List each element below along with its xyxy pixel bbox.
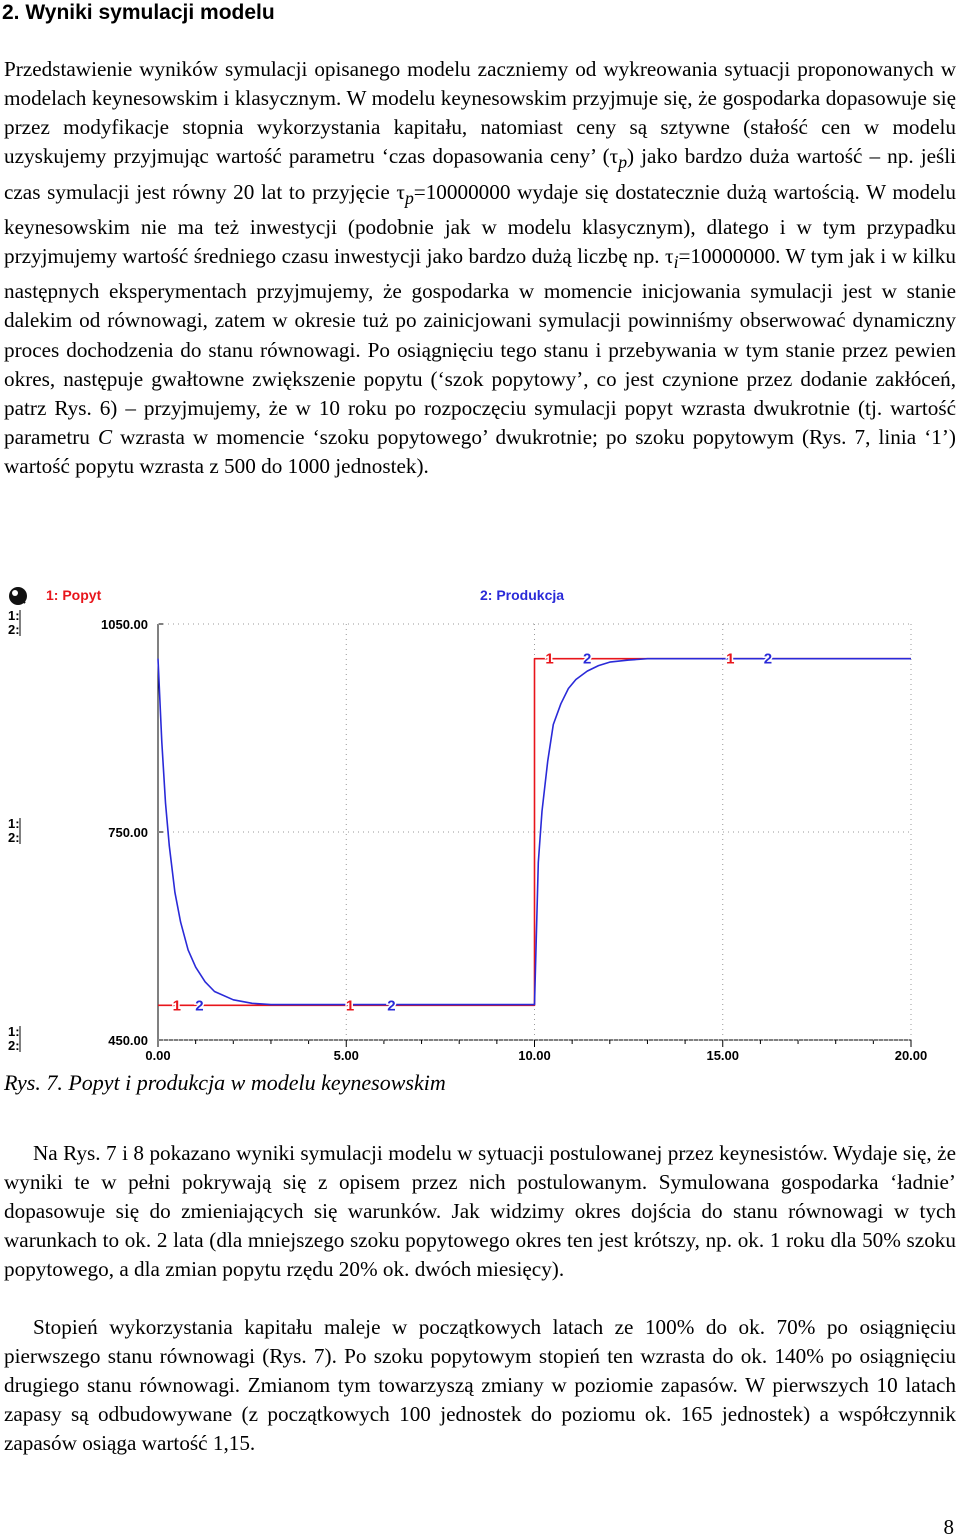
y-tick-label: 450.00 bbox=[108, 1033, 148, 1048]
scale-marker-2: 2: bbox=[8, 830, 20, 845]
series-marker-2: 2 bbox=[763, 650, 773, 668]
x-tick-label: 15.00 bbox=[706, 1048, 740, 1063]
series-marker-2: 2 bbox=[583, 650, 592, 668]
series-marker-2: 2 bbox=[195, 997, 204, 1015]
series-marker-1: 1 bbox=[172, 997, 181, 1015]
p1-text-3: =10000000 wydaje się dostatecznie dużą wartością. W modelu keynesowskim nie ma też inwestycji (podobnie jak w modelu klasycznym), dlatego i w tym przypadku przyjmujemy wartość średniego czasu inwestycji jako bardzo dużą liczbę np. bbox=[4, 179, 956, 269]
x-tick-label: 10.00 bbox=[518, 1048, 551, 1063]
paragraph-capital: Stopień wykorzystania kapitału maleje w początkowych latach ze 100% do ok. 70% po osiągnięciu pierwszego stanu równowagi (Rys. 7). Po szoku popytowym stopień ten wzrasta do ok. 140% po osiągnięciu drugiego stanu równowagi. Zmianom tym towarzyszą zmiany w poziomie zapasów. W pierwszych 10 latach zapasy są odbudowywane (z początkowych 100 jednostek do poziomu ok. 165 jednostek) a współczynnik zapasów osiąga wartość 1,15. bbox=[4, 1315, 956, 1456]
y-tick-label: 750.00 bbox=[108, 825, 148, 840]
y-scale-marker bbox=[8, 1024, 20, 1053]
legend-produkcja: 2: Produkcja bbox=[480, 587, 565, 603]
scale-marker-1: 1: bbox=[8, 816, 20, 831]
scale-marker-1: 1: bbox=[8, 608, 20, 623]
scale-marker-1: 1: bbox=[8, 1024, 20, 1039]
paragraph-results: Na Rys. 7 i 8 pokazano wyniki symulacji modelu w sytuacji postulowanej przez keynesistów. Wydaje się, że wyniki te w pełni pokrywają się z opisem przez nich postulowanym. Symulowana gospodarka ‘ładnie’ dopasowuje się do zmieniających się warunków. Jak widzimy okres dojścia do stanu równowagi w tych warunkach to ok. 2 lata (dla mniejszego szoku popytowego okres ten jest krótszy, np. ok. 1 roku dla 50% szoku popytowego, a dla zmian popytu rzędu 20% ok. dwóch miesięcy). bbox=[4, 1141, 956, 1282]
marker-group bbox=[173, 651, 772, 1015]
legend-popyt: 1: Popyt bbox=[46, 587, 102, 603]
parameter-c: C bbox=[97, 424, 113, 449]
subscript-i: i bbox=[673, 252, 679, 273]
paragraph-intro bbox=[4, 55, 956, 481]
p1-text-5: wzrasta w momencie ‘szoku popytowego’ dwukrotnie; po szoku popytowym (Rys. 7, linia ‘1’) wartość popytu wzrasta z 500 do 1000 jednostek). bbox=[4, 424, 956, 478]
scale-marker-2: 2: bbox=[8, 1038, 20, 1053]
subscript-p: p bbox=[618, 152, 628, 173]
y-scale-marker bbox=[8, 608, 20, 637]
tau-symbol: τ bbox=[609, 144, 619, 169]
tau-symbol: τ bbox=[396, 179, 405, 204]
tau-symbol: τ bbox=[665, 244, 674, 269]
figure-caption: Rys. 7. Popyt i produkcja w modelu keynesowskim bbox=[4, 1070, 446, 1095]
page-number: 8 bbox=[943, 1515, 954, 1539]
series-marker-2: 2 bbox=[387, 997, 396, 1015]
p1-text-1: Przedstawienie wyników symulacji opisanego modelu zaczniemy od wykreowania sytuacji proponowanych w modelach keynesowskim i klasycznym. W modelu keynesowskim przyjmuje się, że gospodarka dopasowuje się przez modyfikacje stopnia wykorzystania kapitału, natomiast ceny są sztywne (stałość cen w modelu uzyskujemy przyjmując wartość parametru ‘czas dopasowania ceny’ ( bbox=[4, 57, 956, 169]
y-scale-marker bbox=[8, 816, 20, 845]
series-marker-1: 1 bbox=[345, 997, 355, 1015]
axis-group bbox=[8, 608, 927, 1063]
section-heading: 2. Wyniki symulacji modelu bbox=[2, 1, 275, 24]
series-marker-1: 1 bbox=[726, 650, 735, 668]
popyt-produkcja-chart bbox=[0, 580, 960, 1070]
x-tick-label: 5.00 bbox=[333, 1048, 359, 1063]
scale-marker-2: 2: bbox=[8, 622, 20, 637]
subscript-p: p bbox=[404, 187, 414, 208]
x-tick-label: 0.00 bbox=[145, 1048, 171, 1063]
pin-icon bbox=[9, 587, 27, 605]
series-marker-1: 1 bbox=[545, 650, 554, 668]
x-tick-label: 20.00 bbox=[894, 1048, 928, 1063]
p1-text-2: ) jako bardzo duża wartość – np. jeśli czas symulacji jest równy 20 lat to przyjęcie bbox=[4, 144, 957, 204]
y-tick-label: 1050.00 bbox=[101, 617, 148, 632]
p1-text-4: =10000000. W tym jak i w kilku następnych eksperymentach przyjmujemy, że gospodarka w momencie inicjowania symulacji jest w stanie dalekim od równowagi, zatem w okresie tuż po zainicjowani symulacji powinniśmy obserwować dynamiczny proces dochodzenia do stanu równowagi. Po osiągnięciu tego stanu i przebywania w tym stanie przez pewien okres, następuje gwałtowne zwiększenie popytu (‘szok popytowy’, co jest czynione przez dodanie zakłóceń, patrz Rys. 6) – przyjmujemy, że w 10 roku po rozpoczęciu symulacji popyt wzrasta dwukrotnie (tj. wartość parametru bbox=[4, 244, 956, 449]
